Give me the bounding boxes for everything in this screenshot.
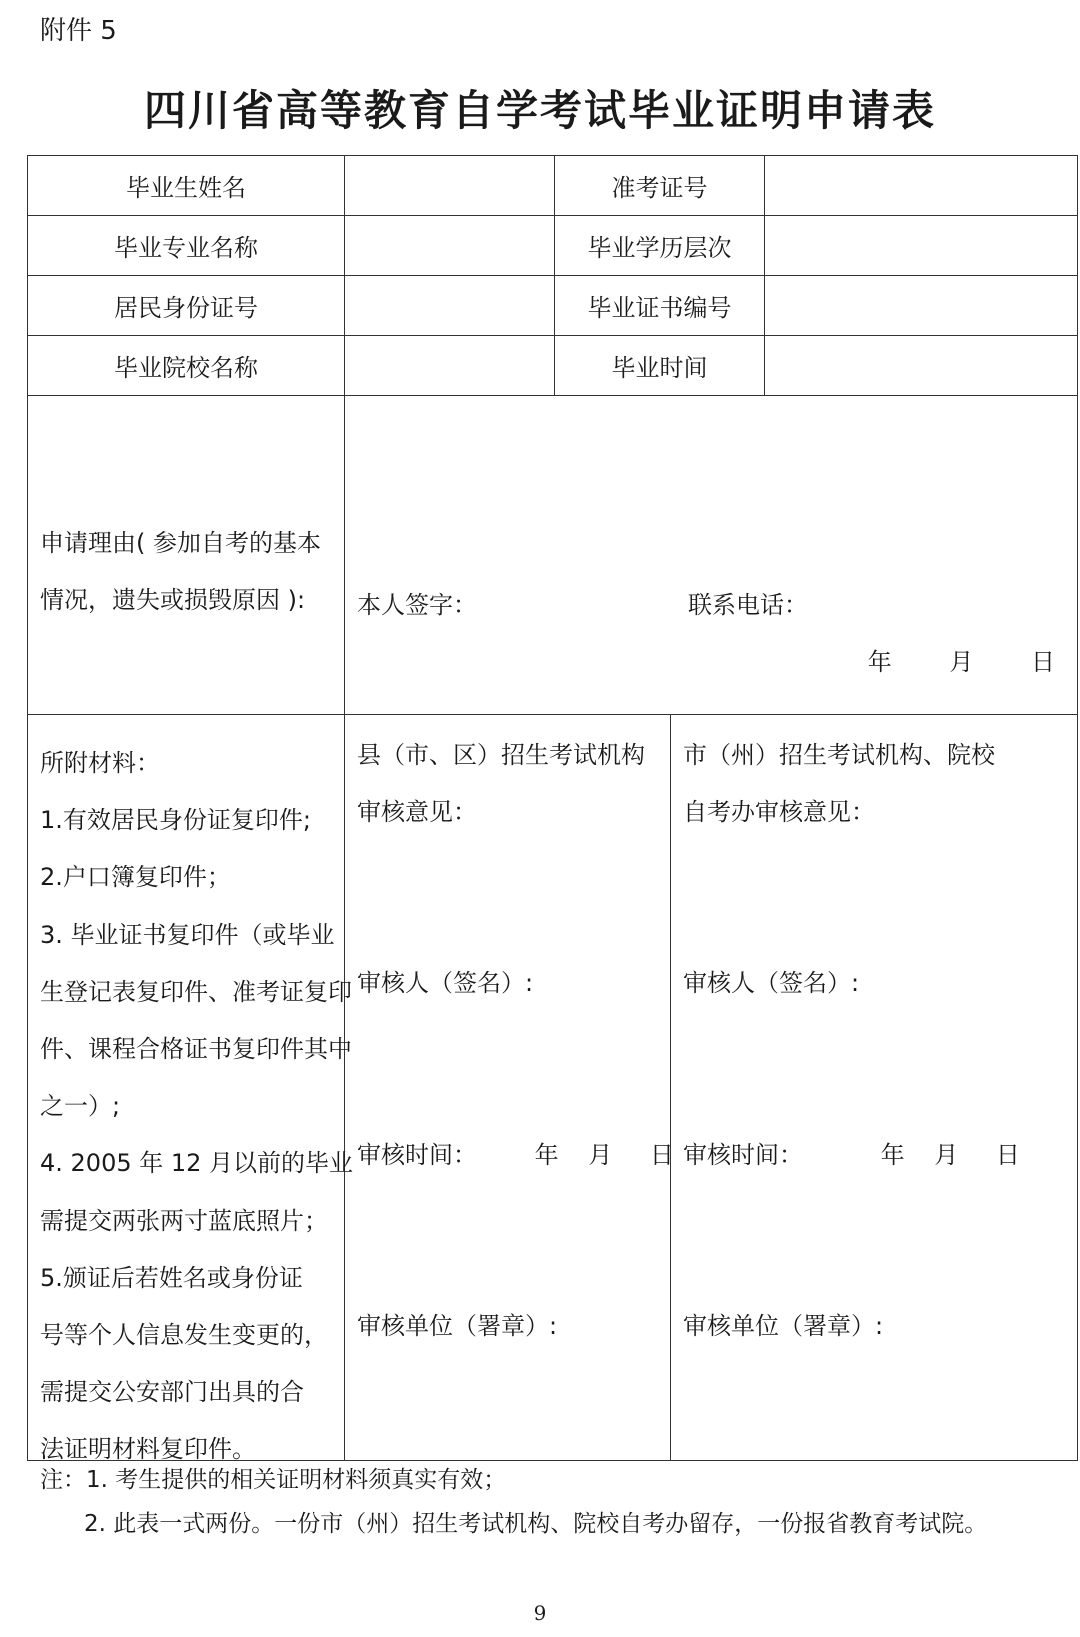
reason-label: 申请理由( 参加自考的基本 情况，遗失或损毁原因 ): — [40, 529, 321, 614]
reason-label-cell — [28, 396, 345, 715]
application-form-table — [27, 155, 1078, 1464]
form-row-id — [28, 276, 1078, 336]
admission-ticket-field[interactable] — [765, 156, 1078, 216]
note-1: 注：1. 考生提供的相关证明材料须真实有效； — [40, 1467, 507, 1493]
id-number-field[interactable] — [345, 276, 555, 336]
form-row-name — [28, 156, 1078, 216]
city-review-cell[interactable] — [671, 715, 1078, 1461]
materials-line: 3. 毕业证书复印件（或毕业 — [40, 920, 335, 949]
form-row-review — [28, 715, 1078, 1461]
graduate-name-label: 毕业生姓名 — [28, 156, 345, 216]
education-level-label: 毕业学历层次 — [555, 216, 765, 276]
phone-label: 联系电话： — [688, 591, 808, 619]
form-row-reason — [28, 396, 1078, 715]
school-name-label: 毕业院校名称 — [28, 336, 345, 396]
city-review-time: 审核时间： 年 月 日 — [683, 1141, 1020, 1169]
county-review-opinion: 审核意见： — [357, 798, 477, 826]
materials-line: 1.有效居民身份证复印件; — [40, 806, 311, 835]
county-review-cell[interactable] — [345, 715, 674, 1461]
admission-ticket-label: 准考证号 — [555, 156, 765, 216]
certificate-no-label: 毕业证书编号 — [555, 276, 765, 336]
annex-label: 附件 5 — [40, 16, 117, 46]
materials-line: 号等个人信息发生变更的， — [40, 1321, 328, 1350]
major-name-label: 毕业专业名称 — [28, 216, 345, 276]
city-reviewer-label: 审核人（签名）: — [683, 969, 860, 997]
form-title: 四川省高等教育自学考试毕业证明申请表 — [143, 86, 936, 135]
county-review-heading: 县（市、区）招生考试机构 — [357, 741, 645, 769]
materials-line: 4. 2005 年 12 月以前的毕业 — [40, 1149, 354, 1178]
materials-line: 生登记表复印件、准考证复印 — [40, 977, 352, 1006]
major-name-field[interactable] — [345, 216, 555, 276]
materials-line: 5.颁证后若姓名或身份证 — [40, 1263, 303, 1292]
graduation-time-field[interactable] — [765, 336, 1078, 396]
signature-label: 本人签字： — [357, 591, 477, 619]
materials-line: 2.户口簿复印件； — [40, 863, 231, 892]
page-number: 9 — [533, 1601, 547, 1625]
applicant-date: 年 月 日 — [867, 648, 1055, 676]
materials-heading: 所附材料： — [40, 749, 160, 777]
form-row-school — [28, 336, 1078, 396]
materials-line: 件、课程合格证书复印件其中 — [40, 1035, 352, 1064]
materials-line: 之一）; — [40, 1092, 121, 1121]
materials-list — [40, 735, 354, 1479]
reason-field[interactable] — [345, 396, 1078, 715]
county-review-time: 审核时间： 年 月 日 — [357, 1141, 674, 1169]
certificate-no-field[interactable] — [765, 276, 1078, 336]
materials-line: 法证明材料复印件。 — [40, 1435, 256, 1464]
id-number-label: 居民身份证号 — [28, 276, 345, 336]
county-reviewer-label: 审核人（签名）: — [357, 969, 534, 997]
school-name-field[interactable] — [345, 336, 555, 396]
city-review-unit: 审核单位（署章）: — [683, 1312, 884, 1340]
education-level-field[interactable] — [765, 216, 1078, 276]
materials-cell — [28, 715, 354, 1464]
note-2: 2. 此表一式两份。一份市（州）招生考试机构、院校自考办留存，一份报省教育考试院。 — [84, 1511, 988, 1537]
city-review-opinion: 自考办审核意见： — [683, 798, 875, 826]
form-row-major — [28, 216, 1078, 276]
graduate-name-field[interactable] — [345, 156, 555, 216]
city-review-heading: 市（州）招生考试机构、院校 — [683, 741, 995, 769]
materials-line: 需提交两张两寸蓝底照片； — [40, 1206, 328, 1235]
materials-line: 需提交公安部门出具的合 — [40, 1378, 304, 1407]
county-review-unit: 审核单位（署章）: — [357, 1312, 558, 1340]
graduation-time-label: 毕业时间 — [555, 336, 765, 396]
